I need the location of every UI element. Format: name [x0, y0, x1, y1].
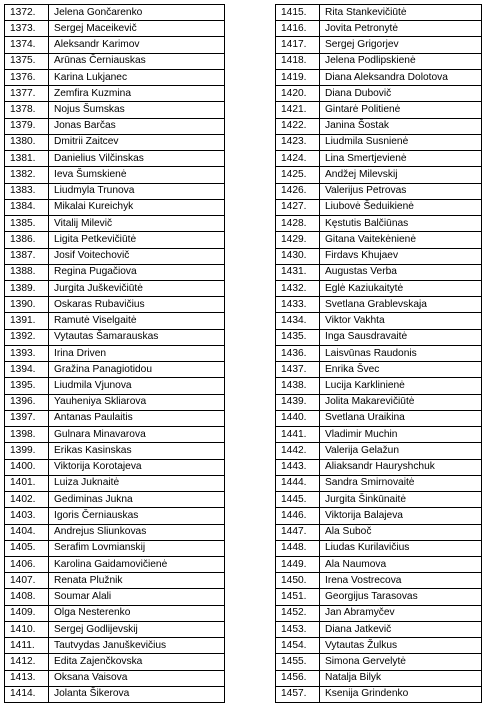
person-name: Svetlana Uraikina	[320, 410, 482, 426]
row-number: 1400.	[5, 459, 49, 475]
person-name: Gulnara Minavarova	[49, 427, 225, 443]
row-number: 1418.	[276, 53, 320, 69]
person-name: Andžej Milevskij	[320, 167, 482, 183]
table-row	[5, 686, 225, 702]
row-number: 1426.	[276, 183, 320, 199]
table-row	[276, 475, 482, 491]
person-name: Ramutė Viselgaitė	[49, 313, 225, 329]
person-name: Viktorija Korotajeva	[49, 459, 225, 475]
row-number: 1389.	[5, 280, 49, 296]
person-name: Lucija Karklinienė	[320, 378, 482, 394]
person-name: Oskaras Rubavičius	[49, 297, 225, 313]
person-name: Edita Zajenčkovska	[49, 654, 225, 670]
row-number: 1388.	[5, 264, 49, 280]
table-row	[5, 621, 225, 637]
person-name: Natalja Bilyk	[320, 670, 482, 686]
row-number: 1441.	[276, 427, 320, 443]
row-number: 1442.	[276, 443, 320, 459]
person-name: Irena Vostrecova	[320, 573, 482, 589]
person-name: Sergej Grigorjev	[320, 37, 482, 53]
table-row	[5, 69, 225, 85]
person-name: Jelena Podlipskienė	[320, 53, 482, 69]
person-name: Mikalai Kureichyk	[49, 199, 225, 215]
row-number: 1431.	[276, 264, 320, 280]
table-row	[276, 329, 482, 345]
row-number: 1457.	[276, 686, 320, 702]
row-number: 1437.	[276, 362, 320, 378]
person-name: Simona Gervelytė	[320, 654, 482, 670]
person-name: Gitana Vaitekėnienė	[320, 232, 482, 248]
row-number: 1412.	[5, 654, 49, 670]
row-number: 1409.	[5, 605, 49, 621]
table-row	[276, 118, 482, 134]
table-row	[276, 264, 482, 280]
row-number: 1430.	[276, 248, 320, 264]
row-number: 1456.	[276, 670, 320, 686]
table-row	[5, 508, 225, 524]
person-name: Sandra Smirnovaitė	[320, 475, 482, 491]
table-row	[5, 638, 225, 654]
table-row	[5, 345, 225, 361]
table-row	[5, 362, 225, 378]
row-number: 1453.	[276, 621, 320, 637]
row-number: 1372.	[5, 5, 49, 21]
table-row	[276, 313, 482, 329]
row-number: 1401.	[5, 475, 49, 491]
row-number: 1452.	[276, 605, 320, 621]
row-number: 1432.	[276, 280, 320, 296]
person-name: Vitalij Milevič	[49, 216, 225, 232]
row-number: 1419.	[276, 69, 320, 85]
row-number: 1394.	[5, 362, 49, 378]
row-number: 1434.	[276, 313, 320, 329]
person-name: Luiza Juknaitė	[49, 475, 225, 491]
table-row	[5, 134, 225, 150]
row-number: 1429.	[276, 232, 320, 248]
person-name: Tautvydas Januškevičius	[49, 638, 225, 654]
row-number: 1395.	[5, 378, 49, 394]
table-row	[5, 524, 225, 540]
row-number: 1414.	[5, 686, 49, 702]
row-number: 1420.	[276, 86, 320, 102]
row-number: 1380.	[5, 134, 49, 150]
person-name: Aleksandr Karimov	[49, 37, 225, 53]
person-name: Valerija Gelažun	[320, 443, 482, 459]
table-row	[276, 53, 482, 69]
person-name: Yauheniya Skliarova	[49, 394, 225, 410]
row-number: 1448.	[276, 540, 320, 556]
table-row	[276, 167, 482, 183]
table-row	[5, 443, 225, 459]
table-row	[276, 21, 482, 37]
person-name: Aliaksandr Hauryshchuk	[320, 459, 482, 475]
row-number: 1393.	[5, 345, 49, 361]
person-name: Renata Plužnik	[49, 573, 225, 589]
table-row	[276, 183, 482, 199]
person-name: Jurgita Juškevičiūtė	[49, 280, 225, 296]
person-name: Soumar Alali	[49, 589, 225, 605]
table-row	[5, 280, 225, 296]
table-row	[276, 556, 482, 572]
person-name: Viktorija Balajeva	[320, 508, 482, 524]
left-name-table	[4, 4, 225, 703]
person-name: Liubovė Šeduikienė	[320, 199, 482, 215]
table-row	[276, 151, 482, 167]
row-number: 1450.	[276, 573, 320, 589]
person-name: Diana Jatkevič	[320, 621, 482, 637]
table-row	[276, 508, 482, 524]
row-number: 1427.	[276, 199, 320, 215]
person-name: Vytautas Žulkus	[320, 638, 482, 654]
person-name: Jurgita Šinkūnaitė	[320, 492, 482, 508]
row-number: 1381.	[5, 151, 49, 167]
person-name: Eglė Kaziukaitytė	[320, 280, 482, 296]
table-row	[5, 670, 225, 686]
person-name: Laisvūnas Raudonis	[320, 345, 482, 361]
person-name: Gediminas Jukna	[49, 492, 225, 508]
table-row	[5, 118, 225, 134]
table-row	[276, 86, 482, 102]
table-row	[5, 167, 225, 183]
person-name: Sergej Maceikevič	[49, 21, 225, 37]
table-row	[276, 199, 482, 215]
table-row	[5, 427, 225, 443]
row-number: 1444.	[276, 475, 320, 491]
row-number: 1374.	[5, 37, 49, 53]
person-name: Inga Sausdravaitė	[320, 329, 482, 345]
row-number: 1392.	[5, 329, 49, 345]
table-row	[5, 216, 225, 232]
row-number: 1439.	[276, 394, 320, 410]
row-number: 1382.	[5, 167, 49, 183]
table-row	[276, 410, 482, 426]
table-row	[276, 5, 482, 21]
row-number: 1408.	[5, 589, 49, 605]
row-number: 1390.	[5, 297, 49, 313]
person-name: Irina Driven	[49, 345, 225, 361]
row-number: 1391.	[5, 313, 49, 329]
table-row	[5, 573, 225, 589]
person-name: Serafim Lovmianskij	[49, 540, 225, 556]
table-row	[276, 37, 482, 53]
person-name: Diana Dubovič	[320, 86, 482, 102]
table-row	[276, 654, 482, 670]
row-number: 1398.	[5, 427, 49, 443]
person-name: Sergej Godlijevskij	[49, 621, 225, 637]
row-number: 1425.	[276, 167, 320, 183]
table-row	[5, 86, 225, 102]
table-row	[5, 21, 225, 37]
row-number: 1440.	[276, 410, 320, 426]
row-number: 1384.	[5, 199, 49, 215]
table-row	[5, 540, 225, 556]
row-number: 1421.	[276, 102, 320, 118]
row-number: 1383.	[5, 183, 49, 199]
person-name: Jan Abramyčev	[320, 605, 482, 621]
person-name: Ligita Petkevičiūtė	[49, 232, 225, 248]
table-row	[5, 605, 225, 621]
person-name: Nojus Šumskas	[49, 102, 225, 118]
row-number: 1416.	[276, 21, 320, 37]
person-name: Karolina Gaidamovičienė	[49, 556, 225, 572]
table-row	[5, 199, 225, 215]
row-number: 1405.	[5, 540, 49, 556]
row-number: 1443.	[276, 459, 320, 475]
person-name: Valerijus Petrovas	[320, 183, 482, 199]
row-number: 1399.	[5, 443, 49, 459]
table-row	[5, 232, 225, 248]
table-row	[276, 589, 482, 605]
table-row	[276, 362, 482, 378]
row-number: 1424.	[276, 151, 320, 167]
row-number: 1406.	[5, 556, 49, 572]
row-number: 1375.	[5, 53, 49, 69]
row-number: 1417.	[276, 37, 320, 53]
person-name: Arūnas Černiauskas	[49, 53, 225, 69]
right-table-body	[276, 5, 482, 703]
person-name: Janina Šostak	[320, 118, 482, 134]
table-row	[5, 556, 225, 572]
row-number: 1446.	[276, 508, 320, 524]
table-row	[5, 329, 225, 345]
table-row	[276, 102, 482, 118]
row-number: 1410.	[5, 621, 49, 637]
table-row	[276, 573, 482, 589]
person-name: Dmitrii Zaitcev	[49, 134, 225, 150]
table-row	[5, 264, 225, 280]
table-row	[5, 589, 225, 605]
person-name: Rita Stankevičiūtė	[320, 5, 482, 21]
person-name: Andrejus Sliunkovas	[49, 524, 225, 540]
table-row	[5, 410, 225, 426]
table-row	[5, 37, 225, 53]
row-number: 1451.	[276, 589, 320, 605]
person-name: Jolanta Šikerova	[49, 686, 225, 702]
person-name: Vladimir Muchin	[320, 427, 482, 443]
row-number: 1403.	[5, 508, 49, 524]
right-name-table	[275, 4, 482, 703]
table-row	[276, 69, 482, 85]
person-name: Antanas Paulaitis	[49, 410, 225, 426]
table-row	[276, 621, 482, 637]
table-row	[5, 313, 225, 329]
row-number: 1387.	[5, 248, 49, 264]
person-name: Gražina Panagiotidou	[49, 362, 225, 378]
row-number: 1373.	[5, 21, 49, 37]
person-name: Kęstutis Balčiūnas	[320, 216, 482, 232]
row-number: 1433.	[276, 297, 320, 313]
table-row	[276, 492, 482, 508]
table-row	[5, 378, 225, 394]
table-row	[276, 378, 482, 394]
table-row	[5, 475, 225, 491]
person-name: Svetlana Grablevskaja	[320, 297, 482, 313]
row-number: 1436.	[276, 345, 320, 361]
person-name: Erikas Kasinskas	[49, 443, 225, 459]
row-number: 1402.	[5, 492, 49, 508]
row-number: 1423.	[276, 134, 320, 150]
table-row	[276, 134, 482, 150]
person-name: Jonas Barčas	[49, 118, 225, 134]
table-row	[5, 394, 225, 410]
person-name: Oksana Vaisova	[49, 670, 225, 686]
row-number: 1376.	[5, 69, 49, 85]
row-number: 1397.	[5, 410, 49, 426]
person-name: Augustas Verba	[320, 264, 482, 280]
row-number: 1386.	[5, 232, 49, 248]
table-row	[276, 248, 482, 264]
row-number: 1378.	[5, 102, 49, 118]
table-row	[5, 297, 225, 313]
table-row	[5, 151, 225, 167]
table-row	[5, 459, 225, 475]
person-name: Liudmila Vjunova	[49, 378, 225, 394]
person-name: Ieva Šumskienė	[49, 167, 225, 183]
person-name: Georgijus Tarasovas	[320, 589, 482, 605]
table-row	[276, 524, 482, 540]
row-number: 1449.	[276, 556, 320, 572]
table-row	[276, 443, 482, 459]
person-name: Viktor Vakhta	[320, 313, 482, 329]
row-number: 1413.	[5, 670, 49, 686]
person-name: Liudas Kurilavičius	[320, 540, 482, 556]
person-name: Enrika Švec	[320, 362, 482, 378]
table-row	[276, 540, 482, 556]
person-name: Regina Pugačiova	[49, 264, 225, 280]
table-row	[5, 492, 225, 508]
table-row	[276, 345, 482, 361]
person-name: Ala Suboč	[320, 524, 482, 540]
person-name: Josif Voitechovič	[49, 248, 225, 264]
person-name: Liudmyla Trunova	[49, 183, 225, 199]
person-name: Danielius Vilčinskas	[49, 151, 225, 167]
person-name: Jelena Gončarenko	[49, 5, 225, 21]
table-row	[276, 686, 482, 702]
row-number: 1428.	[276, 216, 320, 232]
row-number: 1379.	[5, 118, 49, 134]
table-row	[5, 102, 225, 118]
table-row	[276, 280, 482, 296]
row-number: 1411.	[5, 638, 49, 654]
row-number: 1396.	[5, 394, 49, 410]
table-row	[276, 638, 482, 654]
person-name: Vytautas Šamarauskas	[49, 329, 225, 345]
person-name: Karina Lukjanec	[49, 69, 225, 85]
row-number: 1455.	[276, 654, 320, 670]
row-number: 1445.	[276, 492, 320, 508]
row-number: 1422.	[276, 118, 320, 134]
table-row	[5, 654, 225, 670]
person-name: Diana Aleksandra Dolotova	[320, 69, 482, 85]
table-row	[276, 605, 482, 621]
table-row	[276, 670, 482, 686]
row-number: 1404.	[5, 524, 49, 540]
table-row	[276, 394, 482, 410]
row-number: 1447.	[276, 524, 320, 540]
table-row	[276, 427, 482, 443]
left-table-body	[5, 5, 225, 703]
row-number: 1415.	[276, 5, 320, 21]
row-number: 1377.	[5, 86, 49, 102]
table-row	[5, 5, 225, 21]
person-name: Firdavs Khujaev	[320, 248, 482, 264]
row-number: 1454.	[276, 638, 320, 654]
person-name: Olga Nesterenko	[49, 605, 225, 621]
person-name: Lina Smertjevienė	[320, 151, 482, 167]
person-name: Ksenija Grindenko	[320, 686, 482, 702]
table-row	[5, 248, 225, 264]
table-row	[5, 53, 225, 69]
table-row	[5, 183, 225, 199]
person-name: Gintarė Politienė	[320, 102, 482, 118]
person-name: Ala Naumova	[320, 556, 482, 572]
row-number: 1435.	[276, 329, 320, 345]
person-name: Jovita Petronytė	[320, 21, 482, 37]
table-row	[276, 216, 482, 232]
row-number: 1385.	[5, 216, 49, 232]
person-name: Jolita Makarevičiūtė	[320, 394, 482, 410]
person-name: Igoris Černiauskas	[49, 508, 225, 524]
table-row	[276, 297, 482, 313]
table-row	[276, 232, 482, 248]
row-number: 1407.	[5, 573, 49, 589]
person-name: Liudmila Susnienė	[320, 134, 482, 150]
table-row	[276, 459, 482, 475]
row-number: 1438.	[276, 378, 320, 394]
person-name: Zemfira Kuzmina	[49, 86, 225, 102]
